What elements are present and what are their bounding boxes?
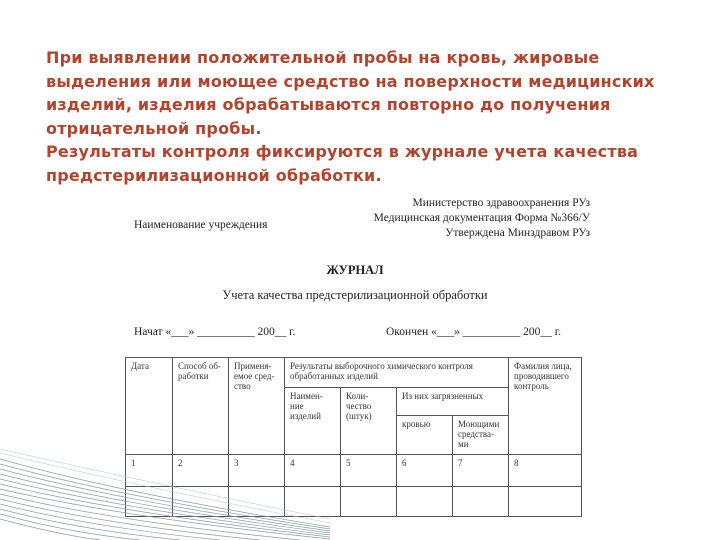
form-header-right [374,196,590,241]
intro-text [46,46,696,187]
empty-cell [397,486,453,516]
approval-label: Утверждена Минздравом РУз [445,227,590,239]
header-quantity: Коли-чество (штук) [341,388,397,454]
header-method: Способ об-работки [173,358,229,455]
column-number: 8 [509,454,582,486]
column-number: 7 [453,454,509,486]
form-number-label: Медицинская документация Форма №366/У [373,212,590,224]
empty-cell [453,486,509,516]
column-number: 3 [229,454,285,486]
column-number: 5 [341,454,397,486]
column-number: 1 [126,454,173,486]
header-results: Результаты выборочного химического контроля обработанных изделий [285,358,509,388]
ministry-label: Министерство здравоохранения РУз [412,197,590,209]
ended-date-line: Окончен «___» __________ 200__ г. [386,326,562,338]
header-contaminated: Из них загрязненных [397,388,509,416]
header-item-name: Наимен-ние изделий [285,388,341,454]
decorative-wave-lines [0,445,330,540]
intro-paragraph-1: При выявлении положительной пробы на кровь, жировые выделения или моющее средство на поверхности медицинских изделий, изделия обрабатываются повторно до получения отрицательной пробы. [46,48,655,138]
intro-paragraph-2: Результаты контроля фиксируются в журнале учета качества предстерилизационной обработки. [46,142,639,185]
header-blood: кровью [397,416,453,454]
header-date: Дата [126,358,173,455]
header-person: Фамилия лица, проводившего контроль [509,358,582,455]
column-number: 2 [173,454,229,486]
column-number: 4 [285,454,341,486]
header-agent: Применя-емое сред-ство [229,358,285,455]
empty-cell [341,486,397,516]
institution-label: Наименование учреждения [134,219,268,231]
column-number: 6 [397,454,453,486]
started-date-line: Начат «___» __________ 200__ г. [134,326,296,338]
header-detergent: Моющими средства-ми [453,416,509,454]
journal-title: ЖУРНАЛ [326,263,384,277]
empty-cell [509,486,582,516]
journal-subtitle: Учета качества предстерилизационной обработки [222,288,488,302]
